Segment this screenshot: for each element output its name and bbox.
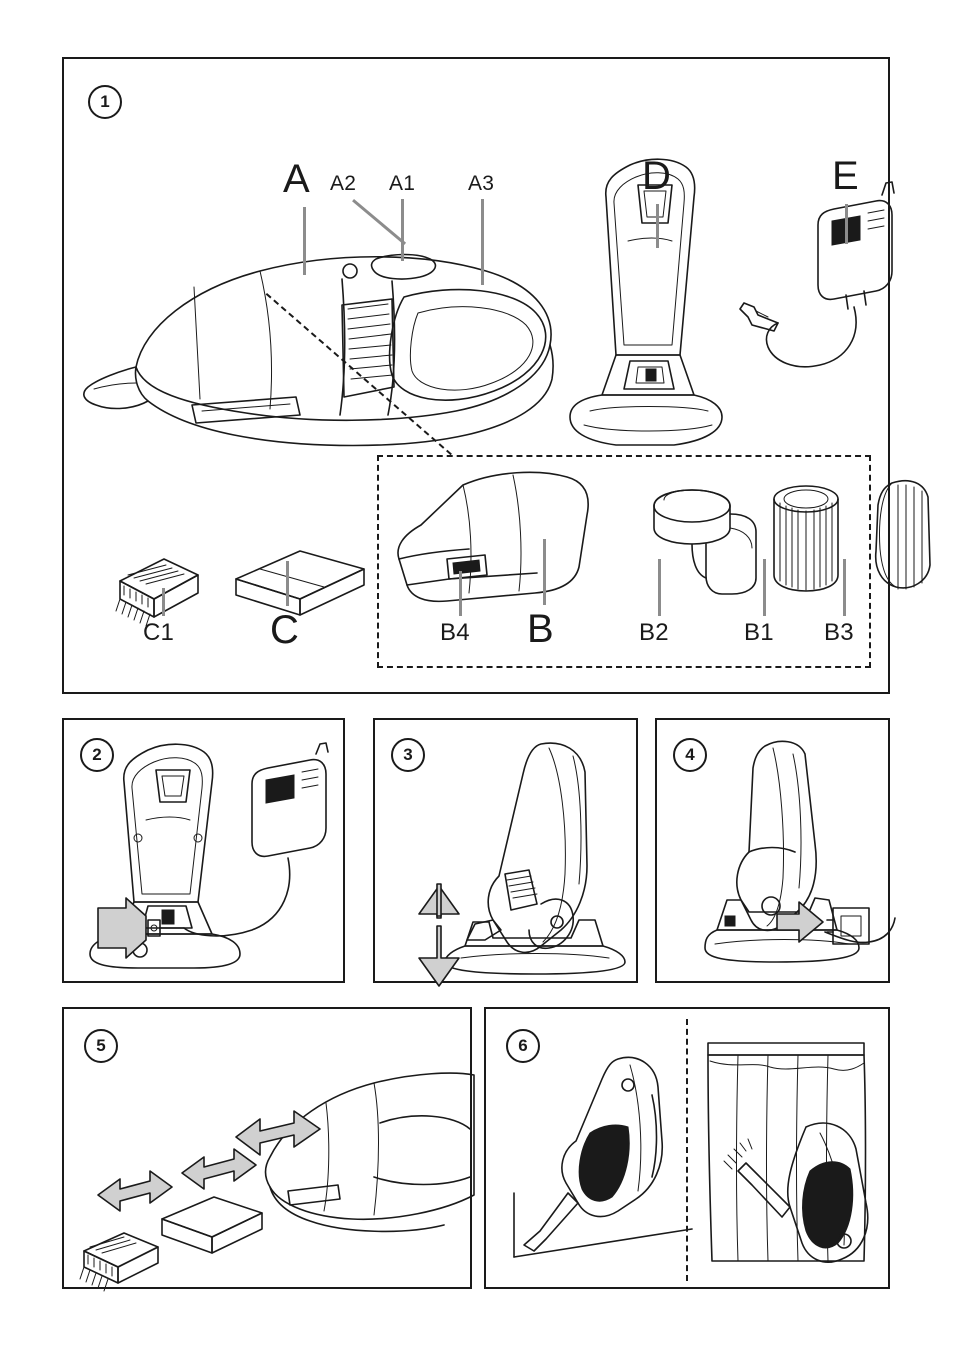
- leader-B1: [763, 559, 766, 616]
- label-A2: A2: [330, 172, 357, 195]
- step-number: 2: [92, 745, 102, 764]
- label-B: B: [527, 607, 554, 651]
- leader-A3: [481, 199, 484, 285]
- panel-3: [373, 718, 638, 983]
- label-C1: C1: [143, 619, 175, 646]
- step-badge-1: [88, 85, 122, 119]
- label-A1: A1: [389, 172, 416, 195]
- step-number: 3: [403, 745, 413, 764]
- panel-5: [62, 1007, 472, 1289]
- label-D: D: [642, 154, 672, 198]
- leader-A: [303, 207, 306, 275]
- end-cap-illustration: [858, 471, 938, 601]
- up-down-arrows: [411, 872, 481, 972]
- step-number: 6: [518, 1036, 528, 1055]
- label-B1: B1: [744, 619, 774, 646]
- dust-container-body-illustration: [389, 463, 609, 603]
- step-number: 5: [96, 1036, 106, 1055]
- wall-socket-arrow: [775, 890, 885, 970]
- leader-B: [543, 539, 546, 605]
- base-with-adapter-illustration: [82, 738, 332, 968]
- filter-illustration: [756, 477, 856, 607]
- leader-B2: [658, 559, 661, 616]
- power-adapter-illustration: [734, 159, 904, 409]
- label-B2: B2: [639, 619, 669, 646]
- leader-C1: [162, 588, 165, 616]
- leader-A1: [401, 199, 404, 261]
- label-B4: B4: [440, 619, 470, 646]
- label-C: C: [270, 608, 300, 652]
- step-badge-3: [391, 738, 425, 772]
- cyclone-cone-illustration: [634, 474, 764, 604]
- floor-cleaning-illustration: [506, 1045, 696, 1275]
- label-E: E: [832, 154, 859, 198]
- leader-D: [656, 204, 659, 248]
- step-number: 4: [685, 745, 695, 764]
- label-B3: B3: [824, 619, 854, 646]
- leader-B3: [843, 559, 846, 616]
- panel-2: [62, 718, 345, 983]
- panel-6: [484, 1007, 890, 1289]
- panel-1: [62, 57, 890, 694]
- leader-C: [286, 561, 289, 606]
- step-badge-4: [673, 738, 707, 772]
- attach-accessories-illustration: [74, 1045, 474, 1291]
- panel-4: [655, 718, 890, 983]
- curtain-cleaning-illustration: [694, 1031, 884, 1281]
- leader-E: [845, 204, 848, 244]
- label-A3: A3: [468, 172, 495, 195]
- label-A: A: [283, 157, 310, 201]
- leader-B4: [459, 571, 462, 616]
- step-number: 1: [100, 92, 110, 111]
